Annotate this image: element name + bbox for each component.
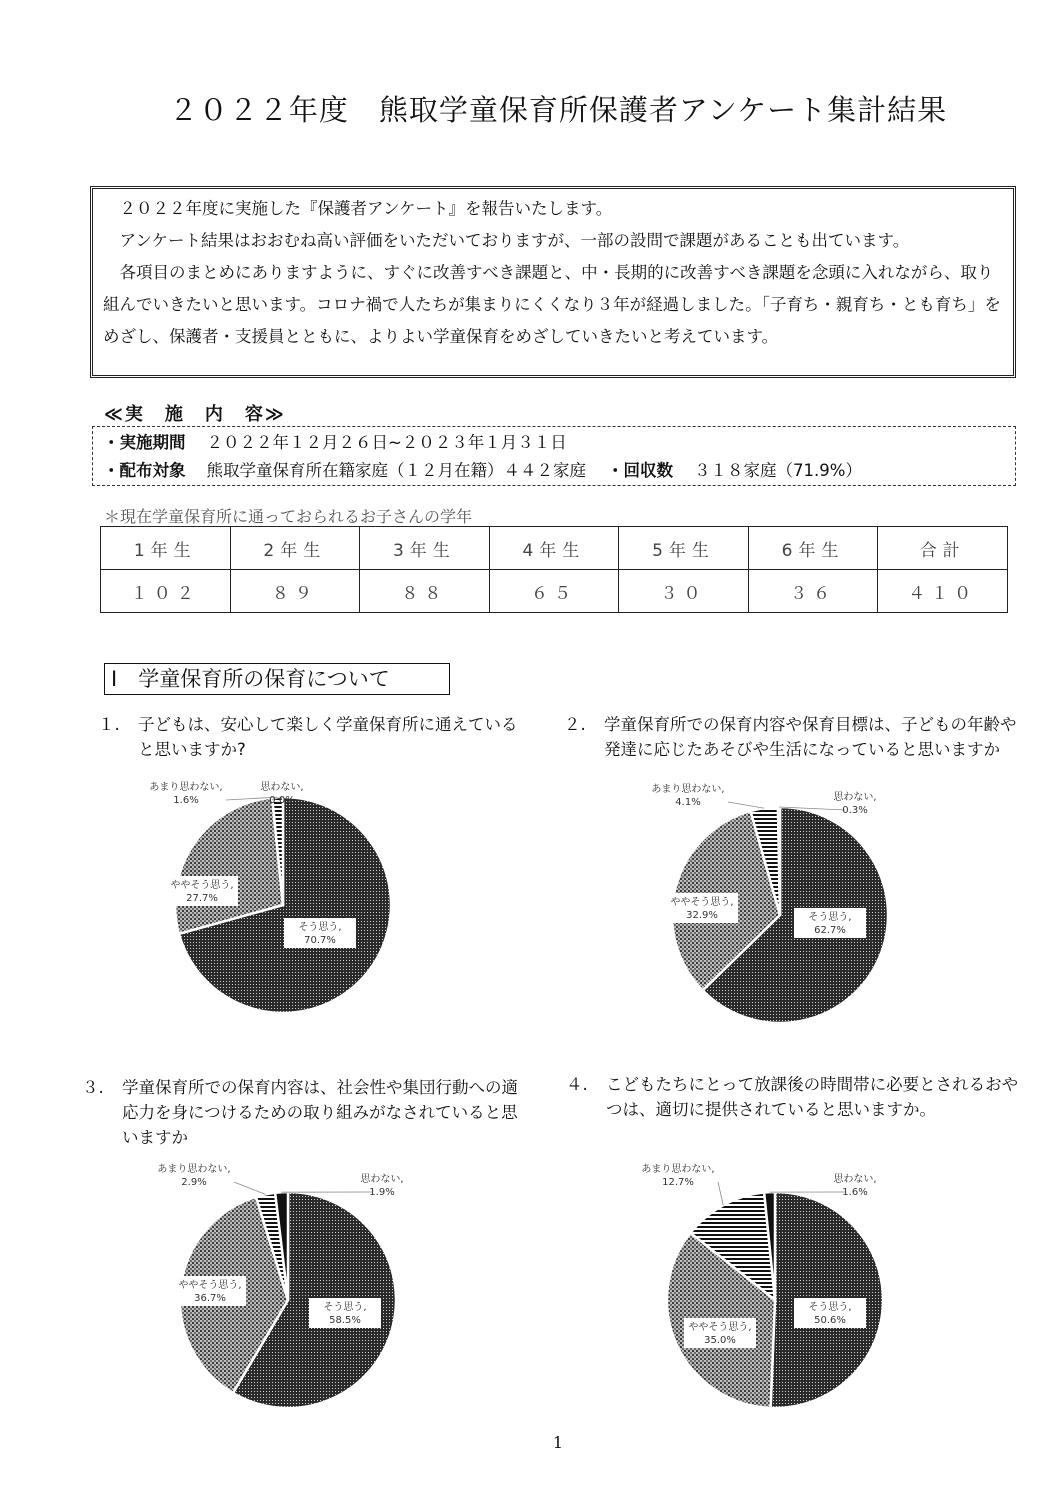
table-cell: ３６	[748, 570, 878, 613]
question-text: 子どもは、安心して楽しく学童保育所に通えていると思いますか?	[138, 715, 518, 759]
table-row	[101, 570, 1008, 613]
question-number: ４.	[566, 1075, 588, 1094]
slice-label: あまり思わない,	[157, 1164, 231, 1175]
intro-paragraph: 各項目のまとめにありますように、すぐに改善すべき課題と、中・長期的に改善すべき課題を念頭に入れながら、取り組んでいきたいと思います。コロナ禍で人たちが集まりにくくなり３年が経過しました。「子育ち・親育ち・とも育ち」をめざし、保護者・支援員とともに、よりよい学童保育をめざしていきたいと考えています。	[103, 263, 1001, 346]
target-row	[103, 457, 1015, 485]
question-2	[564, 712, 1024, 762]
slice-label: そう思う,	[808, 912, 852, 923]
slice-value-label: 35.0%	[704, 1335, 736, 1346]
slice-value-label: 36.7%	[194, 1293, 226, 1304]
slice-label: あまり思わない,	[641, 1164, 715, 1175]
slice-value-label: 0.0%	[269, 795, 295, 806]
slice-value-label: 12.7%	[662, 1177, 694, 1188]
question-number: １.	[98, 715, 120, 734]
intro-paragraph: ２０２２年度に実施した『保護者アンケート』を報告いたします。	[119, 199, 613, 218]
slice-label: あまり思わない,	[149, 782, 223, 793]
implementation-heading: ≪実 施 内 容≫	[104, 404, 286, 425]
section-heading: Ⅰ 学童保育所の保育について	[104, 663, 450, 695]
target-label: ・配布対象	[103, 461, 186, 480]
slice-label: 思わない,	[833, 1174, 877, 1185]
table-header-cell: 1年生	[101, 527, 231, 570]
slice-label: そう思う,	[298, 922, 342, 933]
table-cell: ４１０	[878, 570, 1008, 613]
slice-value-label: 32.9%	[686, 910, 718, 921]
slice-label: 思わない,	[833, 792, 877, 803]
question-number: ２.	[564, 715, 586, 734]
leader-line	[728, 802, 764, 808]
slice-value-label: 58.5%	[329, 1315, 361, 1326]
table-header-cell: 5年生	[619, 527, 749, 570]
grade-table	[100, 526, 1008, 613]
intro-paragraph: アンケート結果はおおむね高い評価をいただいておりますが、一部の設問で課題があることも出ています。	[119, 231, 910, 250]
slice-label: ややそう思う,	[170, 880, 234, 891]
question-3	[82, 1075, 532, 1150]
slice-value-label: 1.9%	[369, 1187, 395, 1198]
question-text: こどもたちにとって放課後の時間帯に必要とされるおやつは、適切に提供されていると思いますか。	[606, 1075, 1019, 1119]
slice-label: ややそう思う,	[178, 1280, 242, 1291]
slice-label: あまり思わない,	[651, 784, 725, 795]
period-row	[103, 429, 1015, 457]
slice-value-label: 62.7%	[814, 925, 846, 936]
collected-value: ３１８家庭（71.9%）	[693, 461, 862, 480]
slice-label: 思わない,	[260, 782, 304, 793]
pie-chart-q4	[640, 1150, 920, 1450]
question-text: 学童保育所での保育内容や保育目標は、子どもの年齢や発達に応じたあそびや生活になっていると思いますか	[604, 715, 1017, 759]
intro-box	[90, 186, 1016, 378]
slice-label: そう思う,	[808, 1302, 852, 1313]
slice-value-label: 1.6%	[842, 1187, 868, 1198]
question-1	[98, 712, 518, 762]
question-text: 学童保育所での保育内容は、社会性や集団行動への適応力を身につけるための取り組みがなされていると思いますか	[122, 1078, 518, 1147]
page-number: 1	[552, 1433, 564, 1452]
pie-chart-q3	[157, 1150, 440, 1450]
grade-note: ＊現在学童保育所に通っておられるお子さんの学年	[104, 507, 473, 526]
table-cell: ８８	[360, 570, 490, 613]
slice-label: ややそう思う,	[688, 1322, 752, 1333]
slice-value-label: 1.6%	[173, 795, 199, 806]
table-cell: ６５	[489, 570, 619, 613]
leader-line	[234, 1182, 265, 1194]
slice-value-label: 2.9%	[181, 1177, 207, 1188]
leader-line	[718, 1182, 723, 1205]
implementation-box	[92, 426, 1016, 486]
slice-label: そう思う,	[323, 1302, 367, 1313]
period-value: ２０２２年１２月２６日~２０２３年１月３１日	[206, 433, 567, 452]
pie-chart-q2	[640, 770, 920, 1060]
slice-value-label: 4.1%	[675, 797, 701, 808]
slice-value-label: 70.7%	[304, 935, 336, 946]
slice-value-label: 50.6%	[814, 1315, 846, 1326]
pie-chart-q1	[150, 770, 430, 1050]
collected-label: ・回収数	[606, 461, 673, 480]
question-4	[566, 1072, 1026, 1122]
question-number: ３.	[82, 1078, 104, 1097]
table-cell: ８９	[230, 570, 360, 613]
table-header-cell: 合計	[878, 527, 1008, 570]
table-cell: １０２	[101, 570, 231, 613]
slice-value-label: 27.7%	[186, 893, 218, 904]
table-header-cell: 3年生	[360, 527, 490, 570]
slice-label: 思わない,	[360, 1174, 404, 1185]
slice-value-label: 0.3%	[842, 805, 868, 816]
table-header-cell: 4年生	[489, 527, 619, 570]
page-title: ２０２２年度 熊取学童保育所保護者アンケート集計結果	[168, 93, 948, 127]
table-header-row	[101, 527, 1008, 570]
table-header-cell: 2年生	[230, 527, 360, 570]
period-label: ・実施期間	[103, 433, 186, 452]
slice-label: ややそう思う,	[670, 897, 734, 908]
table-cell: ３０	[619, 570, 749, 613]
target-value: 熊取学童保育所在籍家庭（１２月在籍）４４２家庭	[206, 461, 586, 480]
table-header-cell: 6年生	[748, 527, 878, 570]
